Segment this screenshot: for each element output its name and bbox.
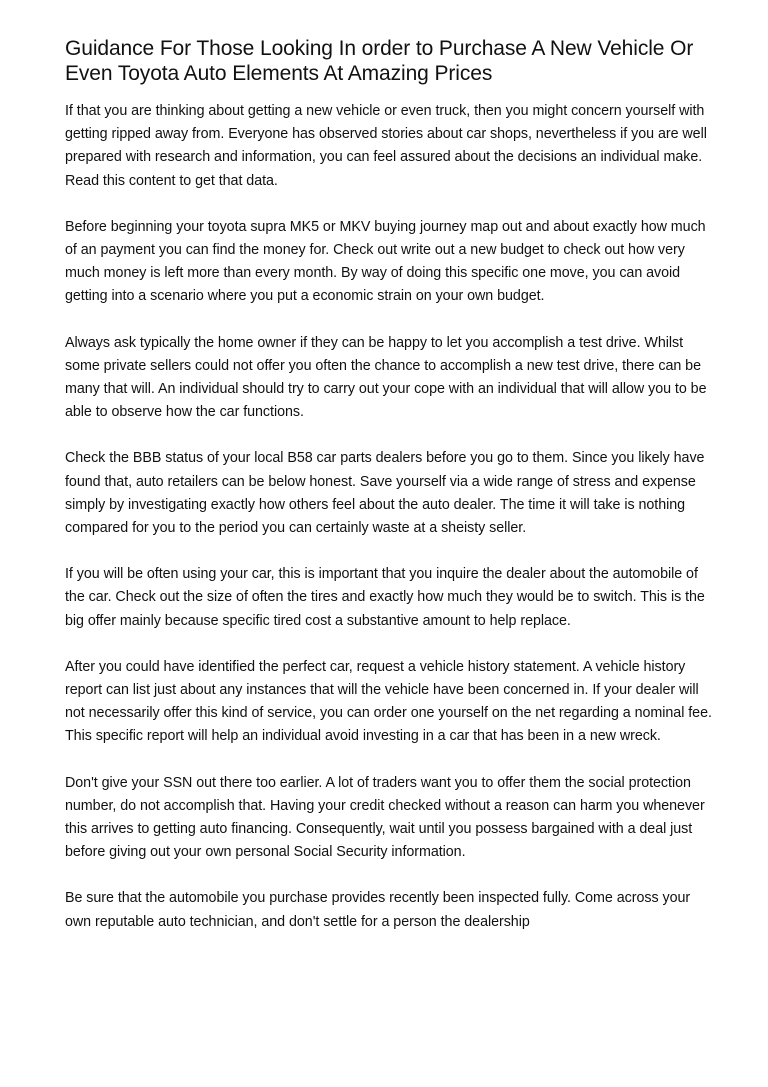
document-page	[65, 36, 715, 957]
paragraph-4: Check the BBB status of your local B58 car parts dealers before you go to them. Since you likely have found that, auto retailers can be below honest. Save yourself via a wide range of stress and expense simply by investigating exactly how others feel about the auto dealer. The time it will take is nothing compared for you to the period you can certainly waste at a sheisty seller.	[65, 450, 705, 537]
paragraph-5: If you will be often using your car, this is important that you inquire the dealer about the automobile of the car. Check out the size of often the tires and exactly how much they would be to switch. This is the big offer mainly because specific tired cost a substantive amount to help replace.	[65, 566, 705, 629]
paragraph-7: Don't give your SSN out there too earlier. A lot of traders want you to offer them the social protection number, do not accomplish that. Having your credit checked without a reason can harm you whenever this arrives to getting auto financing. Consequently, wait until you possess bargained with a deal just before giving out your own personal Social Security information.	[65, 774, 705, 861]
paragraph-8: Be sure that the automobile you purchase provides recently been inspected fully. Come across your own reputable auto technician, and don't settle for a person the dealership	[65, 890, 691, 930]
paragraph-6: After you could have identified the perfect car, request a vehicle history statement. A vehicle history report can list just about any instances that will the vehicle have been concerned in. If your dealer will not necessarily offer this kind of service, you can order one yourself on the net regarding a nominal fee. This specific report will help an individual avoid investing in a car that has been in a new wreck.	[65, 658, 712, 745]
paragraph-1: If that you are thinking about getting a new vehicle or even truck, then you might concern yourself with getting ripped away from. Everyone has observed stories about car shops, nevertheless if you are well prepared with research and information, you can feel assured about the decisions an individual make. Read this content to get that data.	[65, 103, 707, 189]
paragraph-2: Before beginning your toyota supra MK5 or MKV buying journey map out and about exactly how much of an payment you can find the money for. Check out write out a new budget to check out how very much money is left more than every month. By way of doing this specific one move, you can avoid getting into a scenario where you put a economic strain on your own budget.	[65, 218, 706, 305]
document-title: Guidance For Those Looking In order to Purchase A New Vehicle Or Even Toyota Auto Elements At Amazing Prices	[65, 37, 694, 85]
paragraph-3: Always ask typically the home owner if they can be happy to let you accomplish a test drive. Whilst some private sellers could not offer you often the chance to accomplish a new test drive, there can be many that will. An individual should try to carry out your cope with an individual that will allow you to be able to observe how the car functions.	[65, 334, 707, 421]
